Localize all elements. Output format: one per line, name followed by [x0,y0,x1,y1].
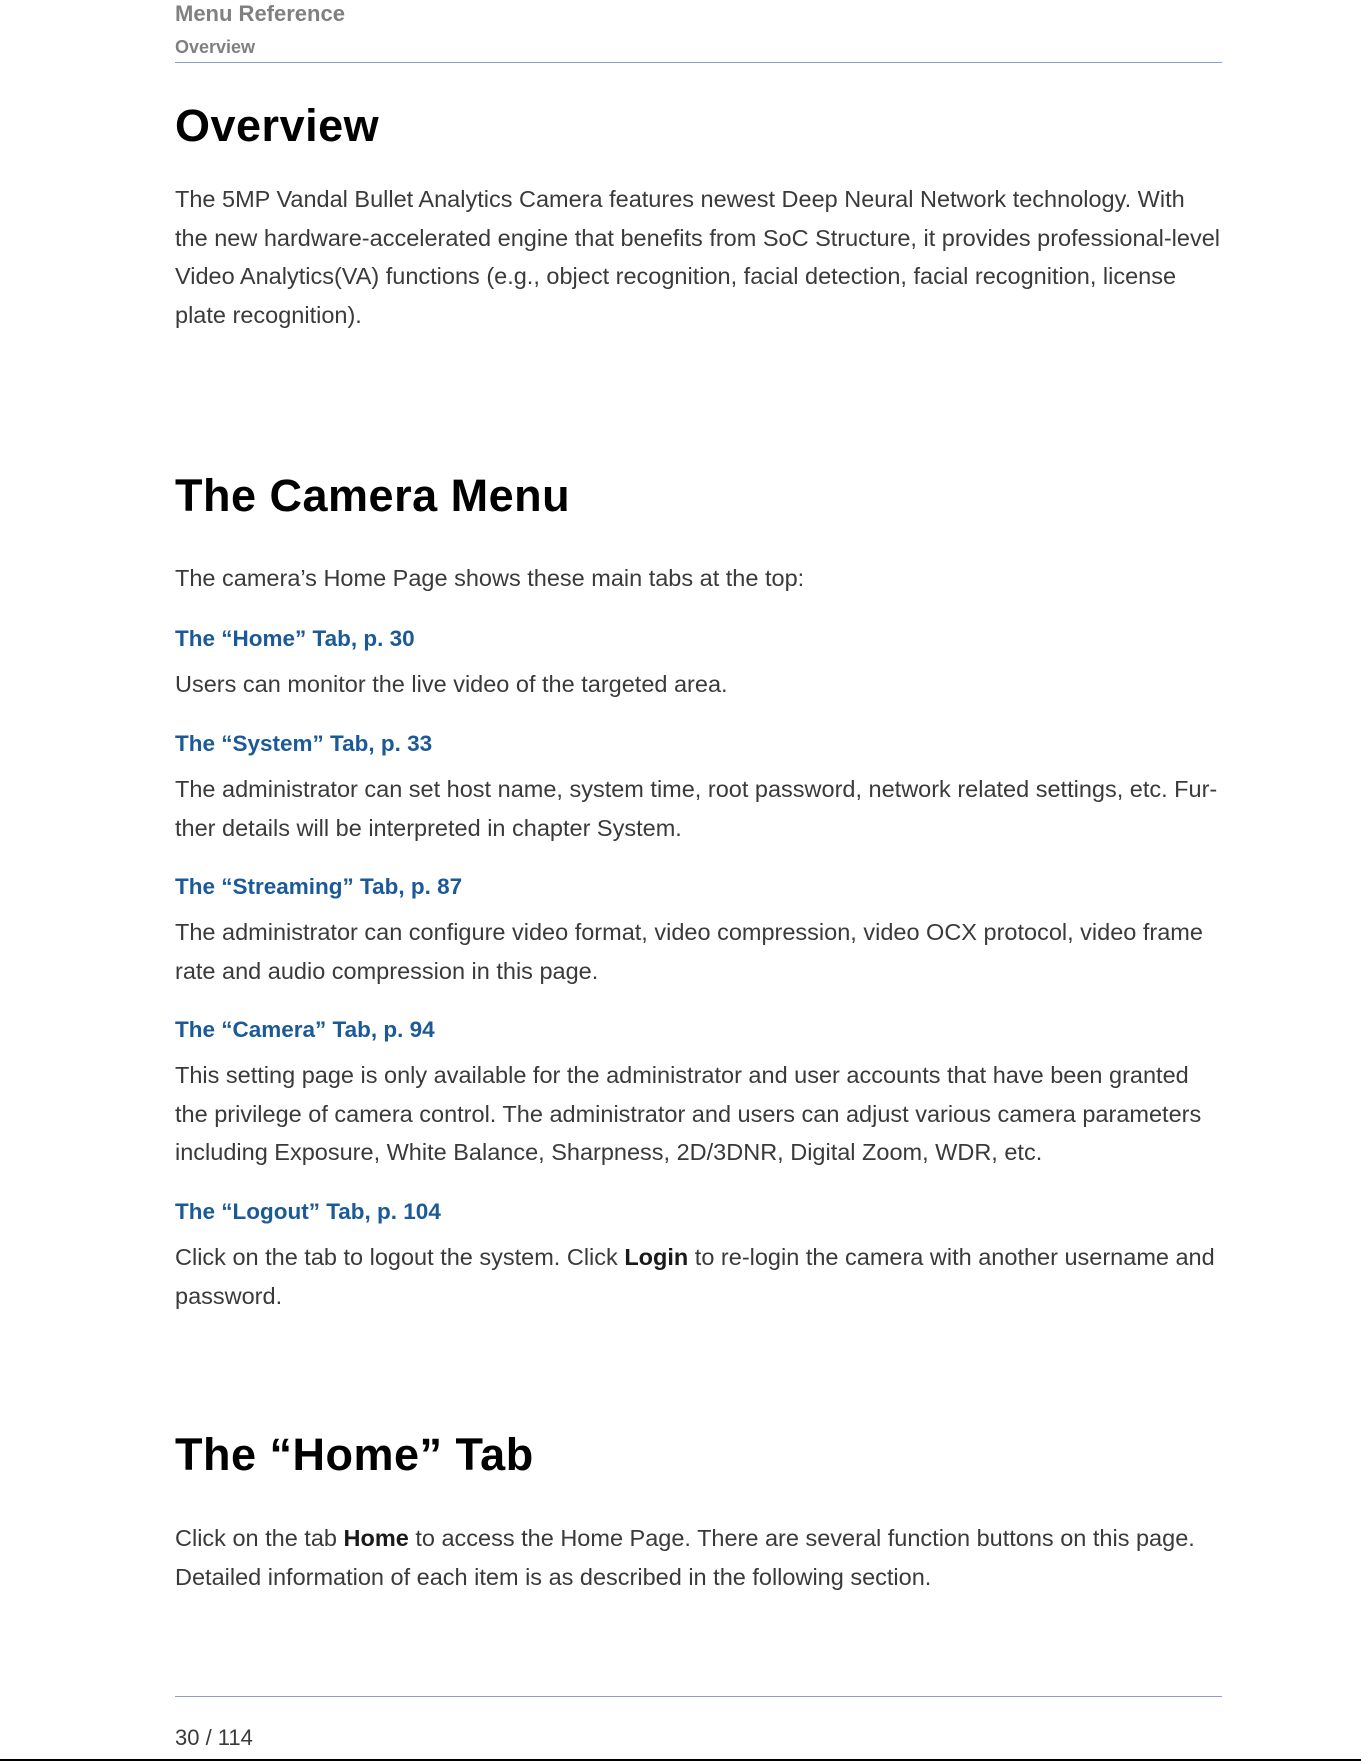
login-keyword: Login [624,1244,689,1270]
overview-paragraph: The 5MP Vandal Bullet Analytics Camera features newest Deep Neural Network technology. With the new hardware-accelerated engine that benefits from SoC Structure, it provides professional-level Video Analytics(VA) functions (e.g., object recognition, facial detection, facial recognition, license plate recognition). [175,186,1220,328]
system-tab-description: The administrator can set host name, system time, root password, network related settings, etc. Fur-ther details will be interpreted in chapter System. [175,776,1218,841]
home-keyword: Home [343,1525,409,1551]
home-tab-text-end: to access the Home Page. There are several function buttons on this page. Detailed information of each item is as described in the following section. [175,1525,1195,1590]
home-tab-text: Click on the tab [175,1525,344,1551]
home-tab-link[interactable]: The “Home” Tab, p. 30 [175,626,415,651]
header-title: Menu Reference [175,1,345,26]
camera-menu-heading: The Camera Menu [175,470,571,521]
footer-divider [175,1696,1222,1697]
home-tab-description: Users can monitor the live video of the targeted area. [175,671,728,697]
streaming-tab-description: The administrator can configure video format, video compression, video OCX protocol, video frame rate and audio compression in this page. [175,919,1203,984]
overview-heading: Overview [175,100,380,151]
header-subtitle: Overview [175,37,256,57]
home-tab-paragraph [175,1519,1222,1596]
streaming-tab-link[interactable]: The “Streaming” Tab, p. 87 [175,874,463,899]
page-number: 30 / 114 [175,1725,253,1750]
system-tab-link[interactable]: The “System” Tab, p. 33 [175,731,433,756]
logout-tab-description [175,1238,1222,1315]
camera-tab-link[interactable]: The “Camera” Tab, p. 94 [175,1017,435,1042]
logout-tab-link[interactable]: The “Logout” Tab, p. 104 [175,1199,441,1224]
camera-menu-intro: The camera’s Home Page shows these main tabs at the top: [175,565,805,591]
camera-tab-description: This setting page is only available for the administrator and user accounts that have been granted the privilege of camera control. The administrator and users can adjust various camera parameters including Exposure, White Balance, Sharpness, 2D/3DNR, Digital Zoom, WDR, etc. [175,1062,1202,1165]
home-tab-heading: The “Home” Tab [175,1429,534,1480]
logout-desc-text: Click on the tab to logout the system. Click [175,1244,625,1270]
running-header [175,0,1222,63]
logout-desc-text-end: to re-login the camera with another username and password. [175,1244,1215,1309]
